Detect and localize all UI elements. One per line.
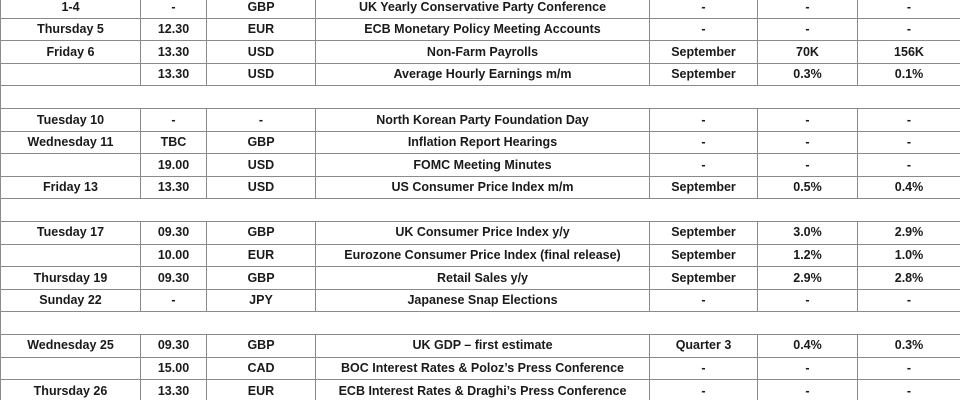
period-cell: September: [650, 63, 758, 86]
forecast-cell: -: [758, 357, 858, 380]
previous-cell: 1.0%: [858, 244, 960, 267]
previous-cell: -: [858, 380, 960, 400]
spacer-cell: [141, 312, 207, 335]
period-cell: September: [650, 244, 758, 267]
table-row: [1, 63, 960, 86]
table-row: [1, 289, 960, 312]
time-cell: 12.30: [141, 18, 207, 41]
date-cell: Thursday 19: [1, 267, 141, 290]
spacer-cell: [1, 199, 141, 222]
forecast-cell: -: [758, 380, 858, 400]
time-cell: 13.30: [141, 41, 207, 64]
previous-cell: -: [858, 357, 960, 380]
period-cell: -: [650, 380, 758, 400]
period-cell: September: [650, 176, 758, 199]
period-cell: Quarter 3: [650, 334, 758, 357]
forecast-cell: 0.3%: [758, 63, 858, 86]
currency-cell: CAD: [207, 357, 316, 380]
event-cell: ECB Monetary Policy Meeting Accounts: [316, 18, 650, 41]
date-cell: Friday 13: [1, 176, 141, 199]
period-cell: -: [650, 357, 758, 380]
spacer-cell: [858, 312, 960, 335]
currency-cell: EUR: [207, 244, 316, 267]
event-cell: FOMC Meeting Minutes: [316, 154, 650, 177]
date-cell: Wednesday 25: [1, 334, 141, 357]
event-cell: UK Yearly Conservative Party Conference: [316, 0, 650, 18]
spacer-cell: [758, 86, 858, 109]
time-cell: 13.30: [141, 176, 207, 199]
forecast-cell: -: [758, 0, 858, 18]
event-cell: UK GDP – first estimate: [316, 334, 650, 357]
currency-cell: GBP: [207, 221, 316, 244]
currency-cell: GBP: [207, 334, 316, 357]
table-row: [1, 154, 960, 177]
forecast-cell: 1.2%: [758, 244, 858, 267]
table-row: [1, 0, 960, 18]
forecast-cell: 0.4%: [758, 334, 858, 357]
spacer-cell: [1, 312, 141, 335]
date-cell: Thursday 5: [1, 18, 141, 41]
date-cell: [1, 63, 141, 86]
date-cell: Tuesday 10: [1, 108, 141, 131]
period-cell: -: [650, 289, 758, 312]
event-cell: North Korean Party Foundation Day: [316, 108, 650, 131]
currency-cell: GBP: [207, 131, 316, 154]
date-cell: Wednesday 11: [1, 131, 141, 154]
spacer-cell: [758, 312, 858, 335]
spacer-cell: [141, 86, 207, 109]
previous-cell: -: [858, 289, 960, 312]
spacer-cell: [207, 312, 316, 335]
date-cell: Sunday 22: [1, 289, 141, 312]
spacer-cell: [316, 86, 650, 109]
event-cell: Eurozone Consumer Price Index (final release): [316, 244, 650, 267]
currency-cell: EUR: [207, 18, 316, 41]
currency-cell: USD: [207, 63, 316, 86]
spacer-cell: [858, 86, 960, 109]
time-cell: -: [141, 289, 207, 312]
time-cell: 13.30: [141, 63, 207, 86]
currency-cell: -: [207, 108, 316, 131]
date-cell: Thursday 26: [1, 380, 141, 400]
time-cell: 09.30: [141, 267, 207, 290]
period-cell: September: [650, 221, 758, 244]
period-cell: -: [650, 154, 758, 177]
forecast-cell: 2.9%: [758, 267, 858, 290]
spacer-cell: [650, 199, 758, 222]
time-cell: 15.00: [141, 357, 207, 380]
calendar-body: [1, 0, 960, 400]
event-cell: Inflation Report Hearings: [316, 131, 650, 154]
spacer-cell: [758, 199, 858, 222]
spacer-cell: [207, 86, 316, 109]
forecast-cell: 0.5%: [758, 176, 858, 199]
period-cell: September: [650, 41, 758, 64]
date-cell: Tuesday 17: [1, 221, 141, 244]
table-row: [1, 41, 960, 64]
spacer-cell: [650, 86, 758, 109]
previous-cell: -: [858, 154, 960, 177]
forecast-cell: 70K: [758, 41, 858, 64]
event-cell: Non-Farm Payrolls: [316, 41, 650, 64]
currency-cell: USD: [207, 176, 316, 199]
table-row: [1, 18, 960, 41]
previous-cell: -: [858, 131, 960, 154]
previous-cell: -: [858, 108, 960, 131]
table-row: [1, 334, 960, 357]
table-row: [1, 244, 960, 267]
spacer-cell: [141, 199, 207, 222]
previous-cell: 0.4%: [858, 176, 960, 199]
date-cell: [1, 357, 141, 380]
forecast-cell: -: [758, 154, 858, 177]
event-cell: US Consumer Price Index m/m: [316, 176, 650, 199]
previous-cell: 0.1%: [858, 63, 960, 86]
forecast-cell: -: [758, 289, 858, 312]
previous-cell: 156K: [858, 41, 960, 64]
previous-cell: -: [858, 0, 960, 18]
table-row: [1, 357, 960, 380]
spacer-cell: [1, 86, 141, 109]
currency-cell: GBP: [207, 267, 316, 290]
time-cell: -: [141, 0, 207, 18]
period-cell: -: [650, 18, 758, 41]
time-cell: -: [141, 108, 207, 131]
table-row: [1, 108, 960, 131]
time-cell: 10.00: [141, 244, 207, 267]
previous-cell: -: [858, 18, 960, 41]
time-cell: 09.30: [141, 334, 207, 357]
event-cell: Average Hourly Earnings m/m: [316, 63, 650, 86]
currency-cell: GBP: [207, 0, 316, 18]
previous-cell: 0.3%: [858, 334, 960, 357]
period-cell: -: [650, 108, 758, 131]
time-cell: 13.30: [141, 380, 207, 400]
event-cell: UK Consumer Price Index y/y: [316, 221, 650, 244]
spacer-cell: [316, 312, 650, 335]
currency-cell: JPY: [207, 289, 316, 312]
previous-cell: 2.9%: [858, 221, 960, 244]
table-row: [1, 267, 960, 290]
date-cell: [1, 154, 141, 177]
date-cell: 1-4: [1, 0, 141, 18]
currency-cell: USD: [207, 154, 316, 177]
date-cell: Friday 6: [1, 41, 141, 64]
forecast-cell: 3.0%: [758, 221, 858, 244]
spacer-row: [1, 199, 960, 222]
currency-cell: EUR: [207, 380, 316, 400]
spacer-cell: [858, 199, 960, 222]
forecast-cell: -: [758, 131, 858, 154]
period-cell: September: [650, 267, 758, 290]
event-cell: ECB Interest Rates & Draghi’s Press Conference: [316, 380, 650, 400]
table-row: [1, 131, 960, 154]
table-row: [1, 380, 960, 400]
table-row: [1, 176, 960, 199]
forecast-cell: -: [758, 18, 858, 41]
previous-cell: 2.8%: [858, 267, 960, 290]
period-cell: -: [650, 131, 758, 154]
currency-cell: USD: [207, 41, 316, 64]
event-cell: Japanese Snap Elections: [316, 289, 650, 312]
forecast-cell: -: [758, 108, 858, 131]
time-cell: TBC: [141, 131, 207, 154]
spacer-cell: [316, 199, 650, 222]
time-cell: 09.30: [141, 221, 207, 244]
spacer-cell: [650, 312, 758, 335]
event-cell: BOC Interest Rates & Poloz’s Press Conference: [316, 357, 650, 380]
event-cell: Retail Sales y/y: [316, 267, 650, 290]
time-cell: 19.00: [141, 154, 207, 177]
spacer-row: [1, 312, 960, 335]
date-cell: [1, 244, 141, 267]
table-row: [1, 221, 960, 244]
spacer-row: [1, 86, 960, 109]
spacer-cell: [207, 199, 316, 222]
period-cell: -: [650, 0, 758, 18]
